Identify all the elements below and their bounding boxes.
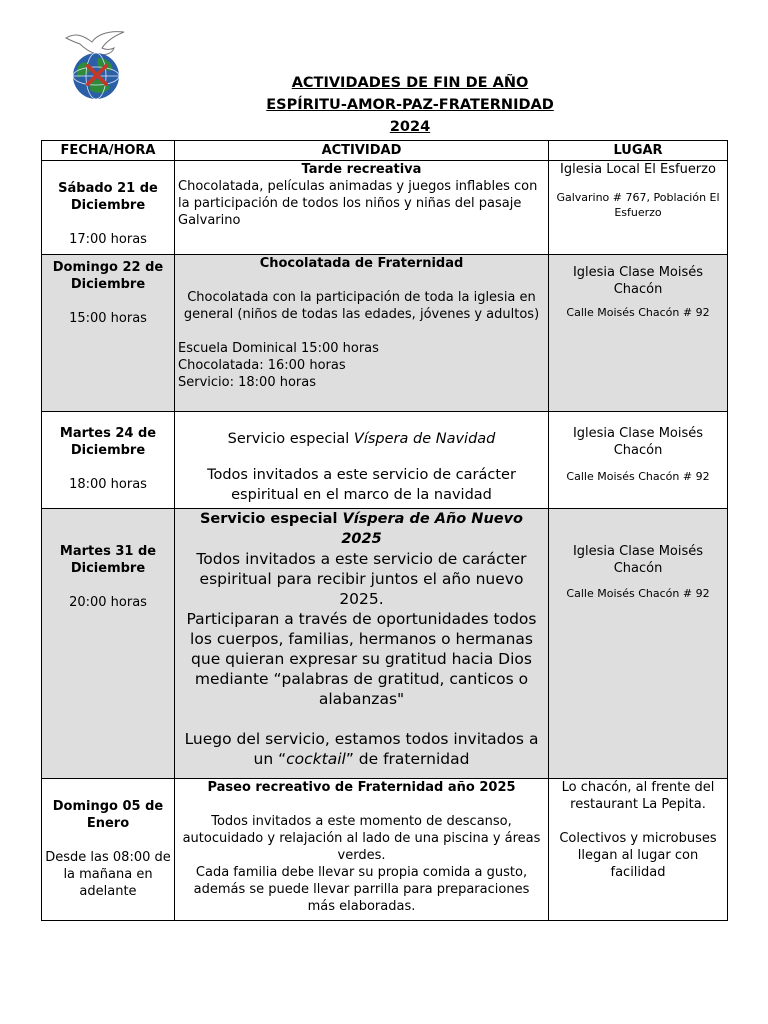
table-row	[42, 412, 728, 509]
event-time: 15:00 horas	[69, 311, 147, 326]
table-header-row	[42, 141, 728, 161]
place-cell	[549, 255, 728, 412]
place-address: Calle Moisés Chacón # 92	[566, 470, 710, 483]
activity-description: Todos invitados a este servicio de carácter espiritual para recibir juntos el año nuevo 2025.	[196, 550, 527, 608]
activity-description-2: Cada familia debe llevar su propia comida a gusto, además se puede llevar parrilla para preparaciones más elaboradas.	[193, 865, 530, 914]
activity-description-3: Luego del servicio, estamos todos invitados a un “cocktail” de fraternidad	[184, 730, 539, 768]
activity-cell	[175, 161, 549, 255]
table-row	[42, 161, 728, 255]
column-header-date: FECHA/HORA	[42, 141, 175, 161]
date-cell	[42, 255, 175, 412]
activity-title: Servicio especial Víspera de Navidad	[227, 431, 496, 447]
place-cell	[549, 779, 728, 921]
place-name: Iglesia Clase Moisés Chacón	[572, 544, 704, 576]
dove-icon	[66, 32, 124, 55]
place-cell	[549, 509, 728, 779]
table-row	[42, 255, 728, 412]
transport-note: Colectivos y microbuses llegan al lugar con facilidad	[559, 831, 717, 880]
date-cell	[42, 161, 175, 255]
event-day: Domingo 22 de Diciembre	[52, 260, 164, 292]
event-time: 18:00 horas	[69, 477, 147, 492]
place-name: Lo chacón, al frente del restaurant La Pepita.	[561, 780, 715, 812]
date-cell	[42, 779, 175, 921]
event-time: 20:00 horas	[69, 595, 147, 610]
document-title: ACTIVIDADES DE FIN DE AÑO	[291, 75, 529, 91]
event-day: Martes 31 de Diciembre	[59, 544, 157, 576]
activity-cell	[175, 509, 549, 779]
activities-table	[41, 140, 728, 921]
place-cell	[549, 161, 728, 255]
activity-title: Paseo recreativo de Fraternidad año 2025	[207, 780, 516, 795]
activity-title: Servicio especial Víspera de Año Nuevo 2025	[199, 511, 524, 547]
schedule-line: Servicio: 18:00 horas	[178, 375, 316, 390]
activity-description: Chocolatada con la participación de toda la iglesia en general (niños de todas las edades, jóvenes y adultos)	[183, 290, 540, 322]
column-header-place: LUGAR	[549, 141, 728, 161]
event-day: Sábado 21 de Diciembre	[58, 181, 158, 213]
place-cell	[549, 412, 728, 509]
place-name: Iglesia Clase Moisés Chacón	[572, 265, 704, 297]
activity-cell	[175, 779, 549, 921]
column-header-activity: ACTIVIDAD	[175, 141, 549, 161]
activity-title: Tarde recreativa	[301, 162, 422, 177]
place-name: Iglesia Local El Esfuerzo	[560, 162, 716, 177]
event-time: Desde las 08:00 de la mañana en adelante	[45, 850, 171, 899]
place-name: Iglesia Clase Moisés Chacón	[572, 426, 704, 458]
activity-description: Todos invitados a este momento de descanso, autocuidado y relajación al lado de una piscina y áreas verdes.	[182, 814, 541, 863]
place-address: Calle Moisés Chacón # 92	[566, 587, 710, 600]
place-address: Galvarino # 767, Población El Esfuerzo	[556, 191, 720, 219]
event-day: Martes 24 de Diciembre	[59, 426, 157, 458]
event-day: Domingo 05 de Enero	[52, 799, 164, 831]
document-title-block	[0, 72, 768, 138]
activity-description-2: Participaran a través de oportunidades todos los cuerpos, familias, hermanos o hermanas que quieran expresar su gratitud hacia Dios mediante “palabras de gratitud, canticos o alabanzas"	[186, 610, 537, 708]
schedule-line: Chocolatada: 16:00 horas	[178, 358, 346, 373]
date-cell	[42, 509, 175, 779]
activity-cell	[175, 412, 549, 509]
document-subtitle: ESPÍRITU-AMOR-PAZ-FRATERNIDAD	[266, 97, 554, 113]
schedule-line: Escuela Dominical 15:00 horas	[178, 341, 379, 356]
activity-cell	[175, 255, 549, 412]
activity-description: Chocolatada, películas animadas y juegos inflables con la participación de todos los niños y niñas del pasaje Galvarino	[178, 179, 538, 228]
table-row	[42, 779, 728, 921]
place-address: Calle Moisés Chacón # 92	[566, 306, 710, 319]
activity-title: Chocolatada de Fraternidad	[259, 256, 464, 271]
document-year: 2024	[389, 119, 431, 135]
table-row	[42, 509, 728, 779]
event-time: 17:00 horas	[69, 232, 147, 247]
date-cell	[42, 412, 175, 509]
activity-description: Todos invitados a este servicio de carácter espiritual en el marco de la navidad	[207, 467, 516, 503]
